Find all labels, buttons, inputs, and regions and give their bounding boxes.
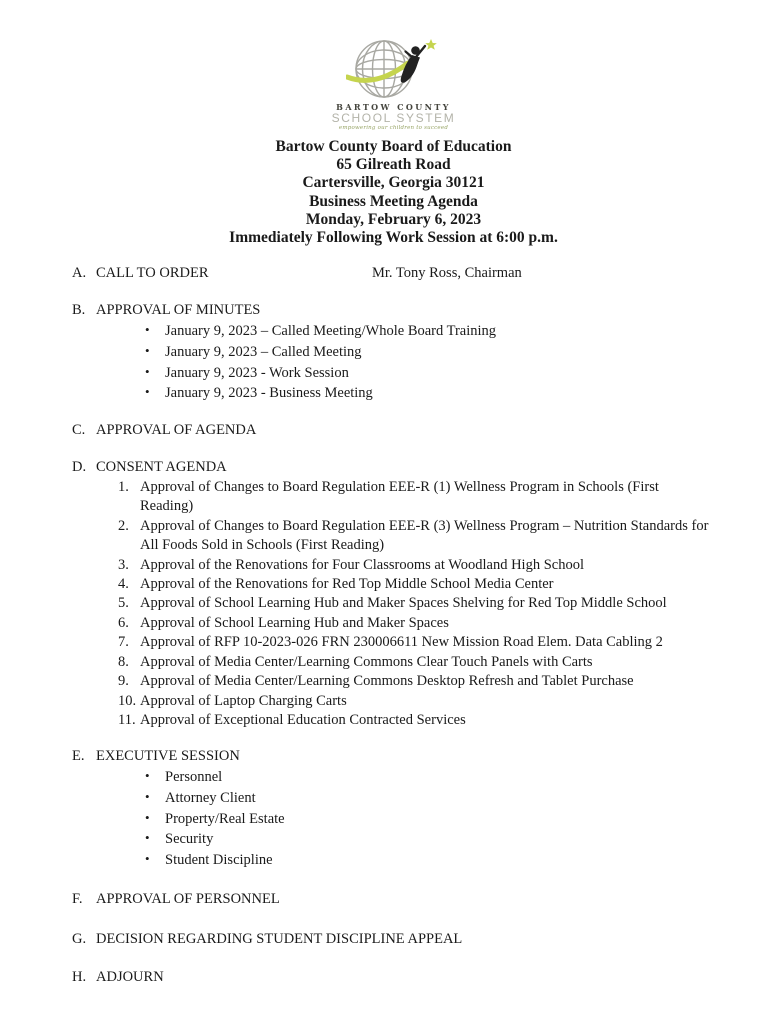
header-line-street: 65 Gilreath Road [336,156,451,174]
item-text: Approval of Changes to Board Regulation EEE-R (1) Wellness Program in Schools (First Reading) [140,479,659,515]
section-letter: A. [72,265,87,282]
item-number: 8. [118,653,129,670]
bullet-text: January 9, 2023 – Called Meeting/Whole Board Training [165,323,497,340]
numbered-item [72,614,715,633]
header-line-org: Bartow County Board of Education [275,138,512,155]
section-heading [72,929,715,950]
numbered-item [72,575,715,594]
section-letter: C. [72,422,86,439]
item-number: 1. [118,479,129,496]
bullet-list [72,767,715,871]
item-number: 11. [118,711,136,728]
agenda-section [72,929,715,950]
section-heading [72,457,715,478]
agenda-section [72,889,715,910]
bullet-text: January 9, 2023 - Work Session [165,364,349,381]
section-letter: D. [72,459,87,476]
bullet-item [72,321,715,342]
section-letter: H. [72,968,87,985]
bullet-text: Security [165,831,214,848]
header-line-time: Immediately Following Work Session at 6:00 p.m. [229,229,558,247]
bullet-glyph: • [145,851,150,867]
numbered-item [72,517,715,556]
bullet-text: January 9, 2023 - Business Meeting [165,385,373,402]
bullet-text: Personnel [165,769,223,786]
section-heading [72,420,715,441]
bullet-glyph: • [145,809,150,825]
section-title: APPROVAL OF AGENDA [96,422,257,439]
item-number: 6. [118,614,129,631]
bullet-item [72,363,715,384]
item-text: Approval of Media Center/Learning Commons Clear Touch Panels with Carts [140,653,593,670]
item-number: 2. [118,517,129,534]
item-text: Approval of Laptop Charging Carts [140,692,347,709]
section-title: APPROVAL OF MINUTES [96,302,261,319]
star-icon [425,39,437,50]
section-letter: F. [72,890,83,907]
numbered-item [72,556,715,575]
agenda-section [72,746,715,871]
numbered-item [72,711,715,730]
bullet-item [72,767,715,788]
item-text: Approval of Changes to Board Regulation EEE-R (3) Wellness Program – Nutrition Standards for All Foods Sold in Schools (First Reading) [140,517,709,554]
agenda-section [72,967,715,988]
bullet-glyph: • [145,342,150,358]
item-text: Approval of Media Center/Learning Commons Desktop Refresh and Tablet Purchase [140,673,634,690]
item-text: Approval of Exceptional Education Contracted Services [140,711,466,728]
item-number: 10. [118,692,137,709]
school-system-logo [72,38,715,132]
bullet-text: Attorney Client [165,790,256,807]
item-text: Approval of the Renovations for Four Classrooms at Woodland High School [140,556,584,573]
section-title: ADJOURN [96,968,164,985]
header-line-meeting-type: Business Meeting Agenda [309,192,478,210]
section-heading [72,889,715,910]
item-number: 4. [118,576,129,593]
bullet-glyph: • [145,830,150,846]
header-line-city: Cartersville, Georgia 30121 [302,174,485,192]
logo-tagline-text: empowering our children to succeed [338,125,449,131]
bullet-item [72,383,715,404]
numbered-item [72,653,715,672]
item-text: Approval of School Learning Hub and Maker Spaces [140,614,449,631]
section-title: CONSENT AGENDA [96,459,227,476]
agenda-section [72,300,715,404]
bullet-item [72,829,715,850]
item-text: Approval of RFP 10-2023-026 FRN 230006611 New Mission Road Elem. Data Cabling 2 [140,634,663,651]
bullet-item [72,342,715,363]
numbered-item [72,692,715,711]
logo-system-text: SCHOOL SYSTEM [331,111,456,125]
section-title: DECISION REGARDING STUDENT DISCIPLINE APPEAL [96,930,463,947]
globe-logo-icon [346,38,442,100]
logo-name-text: BARTOW COUNTY [336,102,451,112]
bullet-text: January 9, 2023 – Called Meeting [165,343,362,360]
section-letter: E. [72,748,85,765]
numbered-list [72,478,715,730]
section-right-text: Mr. Tony Ross, Chairman [372,265,522,282]
item-number: 9. [118,673,129,690]
bullet-glyph: • [145,363,150,379]
header-line-date: Monday, February 6, 2023 [305,210,482,228]
document-header [72,138,715,247]
agenda-section [72,420,715,441]
bullet-glyph: • [145,322,150,338]
bullet-text: Property/Real Estate [165,810,285,827]
numbered-item [72,672,715,691]
section-letter: G. [72,930,87,947]
bullet-list [72,321,715,404]
bullet-item [72,809,715,830]
section-title: CALL TO ORDER [96,265,209,282]
section-heading [72,300,715,321]
section-title: EXECUTIVE SESSION [96,748,240,765]
section-heading [72,746,715,767]
item-text: Approval of School Learning Hub and Maker Spaces Shelving for Red Top Middle School [140,595,667,612]
section-heading [72,263,715,284]
bullet-item [72,850,715,871]
agenda-section [72,457,715,730]
agenda-section [72,263,715,284]
bullet-text: Student Discipline [165,852,273,869]
bullet-glyph: • [145,384,150,400]
item-text: Approval of the Renovations for Red Top Middle School Media Center [140,576,554,593]
agenda-body [72,263,715,988]
section-heading [72,967,715,988]
numbered-item [72,594,715,613]
section-title: APPROVAL OF PERSONNEL [96,890,280,907]
bullet-item [72,788,715,809]
numbered-item [72,478,715,517]
item-number: 3. [118,556,129,573]
numbered-item [72,633,715,652]
bullet-glyph: • [145,789,150,805]
bullet-glyph: • [145,768,150,784]
item-number: 5. [118,595,129,612]
item-number: 7. [118,634,129,651]
section-letter: B. [72,302,86,319]
